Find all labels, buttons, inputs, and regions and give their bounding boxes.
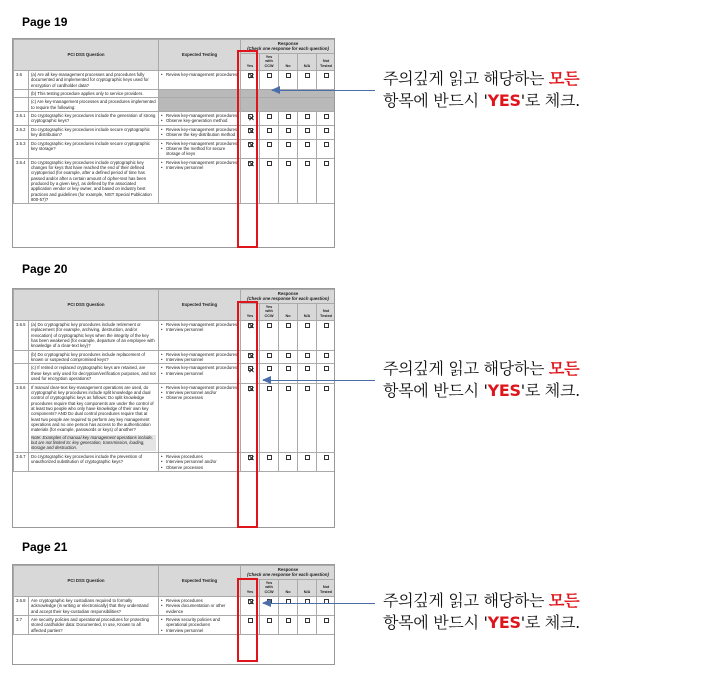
- page-label-21: Page 21: [22, 540, 68, 554]
- testing-item: • Interview personnel and/or: [161, 390, 238, 395]
- response-title: Response: [277, 291, 299, 296]
- response-col-header: Not Tested: [317, 53, 335, 70]
- checkbox-nt[interactable]: [324, 455, 329, 460]
- testing-cell: [159, 596, 241, 615]
- question-text: Do cryptographic key procedures include secure cryptographic key storage?: [31, 140, 150, 151]
- response-cell: [260, 616, 279, 635]
- testing-cell: [159, 452, 241, 471]
- checkbox-no[interactable]: [286, 618, 291, 623]
- response-cell: [317, 112, 335, 126]
- testing-list: [161, 113, 238, 124]
- checkbox-no[interactable]: [286, 386, 291, 391]
- checkbox-nt[interactable]: [324, 323, 329, 328]
- testing-item: • Interview personnel: [161, 327, 238, 332]
- response-cell: [260, 158, 279, 204]
- checkbox-no[interactable]: [286, 353, 291, 358]
- response-cell: [260, 452, 279, 471]
- response-col-header: Yes with CCW: [260, 303, 279, 320]
- checkbox-na[interactable]: [305, 386, 310, 391]
- checkbox-ccw[interactable]: [267, 161, 272, 166]
- requirement-number: 3.6.7: [14, 452, 29, 471]
- response-cell: [298, 70, 317, 89]
- response-col-header: N/A: [298, 579, 317, 596]
- checkbox-nt[interactable]: [324, 128, 329, 133]
- checkbox-nt[interactable]: [324, 618, 329, 623]
- requirement-number: [14, 90, 29, 98]
- checkbox-nt[interactable]: [324, 161, 329, 166]
- requirement-number: 3.6.8: [14, 596, 29, 615]
- question-text: Do cryptographic key procedures include the prevention of unauthorized substitution of cryptographic keys?: [31, 453, 143, 465]
- requirement-number: 3.6.3: [14, 139, 29, 158]
- testing-list: [161, 127, 238, 138]
- testing-item: • Review key-management procedures: [161, 322, 238, 327]
- question-text: Are cryptographic key custodians required to formally acknowledge (in writing or electronically) that they understand and accept their key-custodian responsibilities?: [31, 597, 149, 614]
- response-cell: [279, 383, 298, 452]
- question-text: (c) If retired or replaced cryptographic keys are retained, are these keys only used for decryption/verification purposes, and not used for encryption operations?: [31, 365, 156, 382]
- checkbox-no[interactable]: [286, 455, 291, 460]
- table-row: [14, 98, 336, 112]
- yes-column-highlight-21: [237, 578, 258, 662]
- requirement-number: [14, 98, 29, 112]
- response-col-header: No: [279, 303, 298, 320]
- callout-text: '로 체크.: [520, 381, 580, 400]
- requirement-number: [14, 350, 29, 364]
- testing-item: • Review key-management procedures: [161, 72, 238, 77]
- checkbox-nt[interactable]: [324, 114, 329, 119]
- response-title: Response: [277, 41, 299, 46]
- response-cell: [279, 320, 298, 350]
- testing-item: • Review key-management procedures: [161, 141, 238, 146]
- response-subtitle: (Check one response for each question): [247, 296, 329, 302]
- question-text: (b) This testing procedure applies only to service providers.: [31, 91, 144, 96]
- question-cell: [29, 616, 159, 635]
- response-cell: [298, 383, 317, 452]
- response-cell: [317, 383, 335, 452]
- response-col-header: Yes with CCW: [260, 53, 279, 70]
- response-col-header: Yes with CCW: [260, 579, 279, 596]
- testing-item: • Review key-management procedures: [161, 127, 238, 132]
- testing-list: [161, 385, 238, 401]
- checkbox-no[interactable]: [286, 161, 291, 166]
- question-cell: [29, 90, 159, 98]
- response-col-header: Yes: [241, 303, 260, 320]
- checkbox-nt[interactable]: [324, 353, 329, 358]
- table-row: [14, 350, 336, 364]
- question-cell: [29, 158, 159, 204]
- testing-list: [161, 72, 238, 77]
- question-cell: [29, 596, 159, 615]
- testing-item: • Interview personnel and/or: [161, 459, 238, 464]
- table-row: [14, 320, 336, 350]
- page-label-20: Page 20: [22, 262, 68, 276]
- response-col-header: Yes: [241, 53, 260, 70]
- requirement-number: 3.6.6: [14, 383, 29, 452]
- question-text: Do cryptographic key procedures include cryptographic key changes for keys that have reached the end of their defined cryptoperiod (for example, after a defined period of time has passed and/or after a certain amount of cipher-text has been produced by a given key), as defined by the associated application vendor or key owner, and based on industry best practices and guidelines (for example, NIST Special Publication 800-57)?: [31, 159, 152, 203]
- table-row: [14, 125, 336, 139]
- question-cell: [29, 452, 159, 471]
- question-cell: [29, 350, 159, 364]
- testing-cell: [159, 125, 241, 139]
- callout-text: 주의깊게 읽고 해당하는: [383, 591, 549, 610]
- page-label-19: Page 19: [22, 15, 68, 29]
- testing-item: • Review key-management procedures: [161, 352, 238, 357]
- callout-text: '로 체크.: [520, 91, 580, 110]
- callout-emphasis: YES: [487, 91, 521, 110]
- callout-text: 항목에 반드시 ': [383, 613, 488, 632]
- response-col-header: Not Tested: [317, 303, 335, 320]
- response-cell: [279, 452, 298, 471]
- question-cell: [29, 364, 159, 383]
- checkbox-na[interactable]: [305, 161, 310, 166]
- testing-cell: [159, 112, 241, 126]
- checkbox-nt[interactable]: [324, 73, 329, 78]
- checkbox-ccw[interactable]: [267, 455, 272, 460]
- question-text: Do cryptographic key procedures include secure cryptographic key distribution?: [31, 126, 150, 138]
- testing-cell: [159, 98, 241, 112]
- response-cell: [317, 139, 335, 158]
- testing-item: • Review key-management procedures: [161, 385, 238, 390]
- requirement-number: 3.6.1: [14, 112, 29, 126]
- requirement-number: 3.6: [14, 70, 29, 89]
- callout-text: 항목에 반드시 ': [383, 381, 488, 400]
- checkbox-nt[interactable]: [324, 142, 329, 147]
- yes-column-highlight-20: [237, 301, 258, 528]
- response-cell: [317, 320, 335, 350]
- response-cell: [260, 139, 279, 158]
- checkbox-nt[interactable]: [324, 366, 329, 371]
- checkbox-ccw[interactable]: [267, 366, 272, 371]
- testing-item: • Observe processes: [161, 465, 238, 470]
- response-cell: [317, 452, 335, 471]
- checkbox-na[interactable]: [305, 142, 310, 147]
- callout-arrow-21: [263, 603, 375, 604]
- response-cell: [279, 596, 298, 615]
- response-cell: [317, 616, 335, 635]
- checkbox-ccw[interactable]: [267, 386, 272, 391]
- callout-text: 주의깊게 읽고 해당하는: [383, 359, 549, 378]
- column-header-question: PCI DSS Question: [14, 290, 159, 321]
- checkbox-na[interactable]: [305, 353, 310, 358]
- testing-list: [161, 141, 238, 157]
- table-row: [14, 70, 336, 89]
- requirement-number: 3.6.2: [14, 125, 29, 139]
- column-header-testing: Expected Testing: [159, 290, 241, 321]
- checkbox-na[interactable]: [305, 455, 310, 460]
- requirement-number: 3.6.4: [14, 158, 29, 204]
- table-row: [14, 139, 336, 158]
- response-title: Response: [277, 567, 299, 572]
- table-row: [14, 112, 336, 126]
- question-cell: [29, 98, 159, 112]
- checkbox-ccw[interactable]: [267, 323, 272, 328]
- response-col-header: Yes: [241, 579, 260, 596]
- response-cell: [279, 112, 298, 126]
- testing-item: • Review documentation or other evidence: [161, 603, 238, 614]
- testing-item: • Review procedures: [161, 454, 238, 459]
- testing-item: • Observe key-generation method: [161, 118, 238, 123]
- checkbox-ccw[interactable]: [267, 73, 272, 78]
- testing-item: • Interview personnel: [161, 628, 238, 633]
- checkbox-no[interactable]: [286, 114, 291, 119]
- checkbox-ccw[interactable]: [267, 618, 272, 623]
- response-col-header: N/A: [298, 53, 317, 70]
- requirement-number: [14, 364, 29, 383]
- testing-cell: [159, 364, 241, 383]
- testing-item: • Review key-management procedures: [161, 365, 238, 370]
- testing-list: [161, 617, 238, 633]
- question-cell: [29, 139, 159, 158]
- testing-list: [161, 352, 238, 363]
- testing-cell: [159, 320, 241, 350]
- testing-cell: [159, 158, 241, 204]
- callout-emphasis: YES: [487, 613, 521, 632]
- callout-21: [383, 590, 580, 634]
- testing-cell: [159, 383, 241, 452]
- checkbox-na[interactable]: [305, 323, 310, 328]
- testing-item: • Observe the method for secure storage of keys: [161, 146, 238, 157]
- response-col-header: No: [279, 53, 298, 70]
- testing-item: • Review key-management procedures: [161, 113, 238, 118]
- question-cell: [29, 125, 159, 139]
- callout-emphasis: 모든: [548, 591, 580, 610]
- response-cell: [298, 139, 317, 158]
- response-cell: [279, 158, 298, 204]
- callout-arrow-19: [272, 90, 375, 91]
- pci-table: [13, 565, 335, 635]
- column-header-question: PCI DSS Question: [14, 566, 159, 597]
- callout-arrow-20: [263, 380, 375, 381]
- response-subtitle: (Check one response for each question): [247, 572, 329, 578]
- requirement-number: 3.6.5: [14, 320, 29, 350]
- response-cell: [298, 350, 317, 364]
- question-text: (a) Do cryptographic key procedures include retirement or replacement (for example, archiving, destruction, and/or revocation) of cryptographic keys when the integrity of the key has been weakened (for example, departure of an employee with knowledge of a clear-text key)?: [31, 321, 155, 349]
- callout-emphasis: 모든: [548, 359, 580, 378]
- table-row: [14, 158, 336, 204]
- yes-column-highlight-19: [237, 50, 258, 248]
- response-cell: [279, 70, 298, 89]
- question-cell: [29, 320, 159, 350]
- checkbox-no[interactable]: [286, 128, 291, 133]
- testing-cell: [159, 70, 241, 89]
- testing-cell: [159, 616, 241, 635]
- response-cell: [317, 70, 335, 89]
- response-cell: [317, 596, 335, 615]
- checkbox-na[interactable]: [305, 114, 310, 119]
- table-row: [14, 383, 336, 452]
- testing-list: [161, 365, 238, 376]
- table-row: [14, 596, 336, 615]
- testing-cell: [159, 139, 241, 158]
- response-cell: [260, 320, 279, 350]
- checkbox-ccw[interactable]: [267, 114, 272, 119]
- checkbox-ccw[interactable]: [267, 128, 272, 133]
- question-note: Note: Examples of manual key management operations include, but are not limited to: key generation, transmission, loading, storage and destruction.: [31, 435, 156, 451]
- question-cell: [29, 383, 159, 452]
- testing-list: [161, 160, 238, 171]
- checkbox-no[interactable]: [286, 73, 291, 78]
- form-page-20: [12, 288, 335, 528]
- testing-list: [161, 322, 238, 333]
- checkbox-na[interactable]: [305, 128, 310, 133]
- response-cell: [260, 125, 279, 139]
- response-cell: [298, 320, 317, 350]
- checkbox-no[interactable]: [286, 323, 291, 328]
- response-cell: [317, 350, 335, 364]
- table-row: [14, 616, 336, 635]
- testing-cell: [159, 350, 241, 364]
- response-subtitle: (Check one response for each question): [247, 46, 329, 52]
- column-header-question: PCI DSS Question: [14, 40, 159, 71]
- question-cell: [29, 112, 159, 126]
- checkbox-no[interactable]: [286, 366, 291, 371]
- checkbox-na[interactable]: [305, 618, 310, 623]
- column-header-testing: Expected Testing: [159, 566, 241, 597]
- testing-list: [161, 598, 238, 614]
- callout-emphasis: 모든: [548, 69, 580, 88]
- form-page-21: [12, 564, 335, 665]
- testing-item: • Observe the key-distribution method: [161, 132, 238, 137]
- testing-item: • Interview personnel: [161, 371, 238, 376]
- response-cell: [260, 350, 279, 364]
- column-header-testing: Expected Testing: [159, 40, 241, 71]
- response-col-header: N/A: [298, 303, 317, 320]
- question-text: Do cryptographic key procedures include the generation of strong cryptographic keys?: [31, 113, 156, 124]
- callout-emphasis: YES: [487, 381, 521, 400]
- checkbox-nt[interactable]: [324, 386, 329, 391]
- callout-text: '로 체크.: [520, 613, 580, 632]
- checkbox-no[interactable]: [286, 142, 291, 147]
- response-cell: [279, 139, 298, 158]
- response-cell: [279, 125, 298, 139]
- response-col-header: Not Tested: [317, 579, 335, 596]
- testing-item: • Observe processes: [161, 395, 238, 400]
- response-cell: [260, 112, 279, 126]
- question-cell: [29, 70, 159, 89]
- testing-item: • Review procedures: [161, 598, 238, 603]
- question-text: Are security policies and operational procedures for protecting stored cardholder data: Documented, In use, Known to all affected parties?: [31, 617, 149, 633]
- checkbox-ccw[interactable]: [267, 353, 272, 358]
- response-cell: [298, 452, 317, 471]
- question-text: If manual clear-text key-management operations are used, do cryptographic key procedures include split knowledge and dual control of cryptographic keys as follows: Do split knowledge procedures require that key components are under the control of at least two people who only have knowledge of their own key components? AND Do dual control procedures require that at least two people are required to perform any key management operations and no one person has access to the authentication materials (for example, passwords or keys) of another?: [31, 384, 154, 433]
- response-cell: [279, 616, 298, 635]
- testing-cell: [159, 90, 241, 98]
- response-cell: [298, 112, 317, 126]
- testing-item: • Interview personnel: [161, 165, 238, 170]
- checkbox-na[interactable]: [305, 73, 310, 78]
- testing-item: • Review security policies and operational procedures: [161, 617, 238, 628]
- response-cell: [298, 596, 317, 615]
- testing-item: • Interview personnel: [161, 357, 238, 362]
- response-cell: [260, 383, 279, 452]
- response-col-header: No: [279, 579, 298, 596]
- form-page-19: [12, 38, 335, 248]
- question-text: (a) Are all key-management processes and procedures fully documented and implemented for cryptographic keys used for encryption of cardholder data?: [31, 71, 149, 88]
- response-cell: [317, 125, 335, 139]
- callout-19: [383, 68, 580, 112]
- response-cell: [298, 125, 317, 139]
- table-row: [14, 452, 336, 471]
- pci-table: [13, 39, 335, 204]
- callout-text: 항목에 반드시 ': [383, 91, 488, 110]
- callout-text: 주의깊게 읽고 해당하는: [383, 69, 549, 88]
- testing-item: • Review key-management procedures: [161, 160, 238, 165]
- checkbox-ccw[interactable]: [267, 142, 272, 147]
- callout-20: [383, 358, 580, 402]
- question-text: (c) Are key-management processes and procedures implemented to require the following:: [31, 99, 156, 110]
- checkbox-na[interactable]: [305, 366, 310, 371]
- question-text: (b) Do cryptographic key procedures include replacement of known or suspected compromised keys?: [31, 351, 145, 363]
- testing-list: [161, 454, 238, 470]
- response-cell: [279, 350, 298, 364]
- response-cell: [298, 616, 317, 635]
- response-cell: [317, 158, 335, 204]
- requirement-number: 3.7: [14, 616, 29, 635]
- response-cell: [298, 158, 317, 204]
